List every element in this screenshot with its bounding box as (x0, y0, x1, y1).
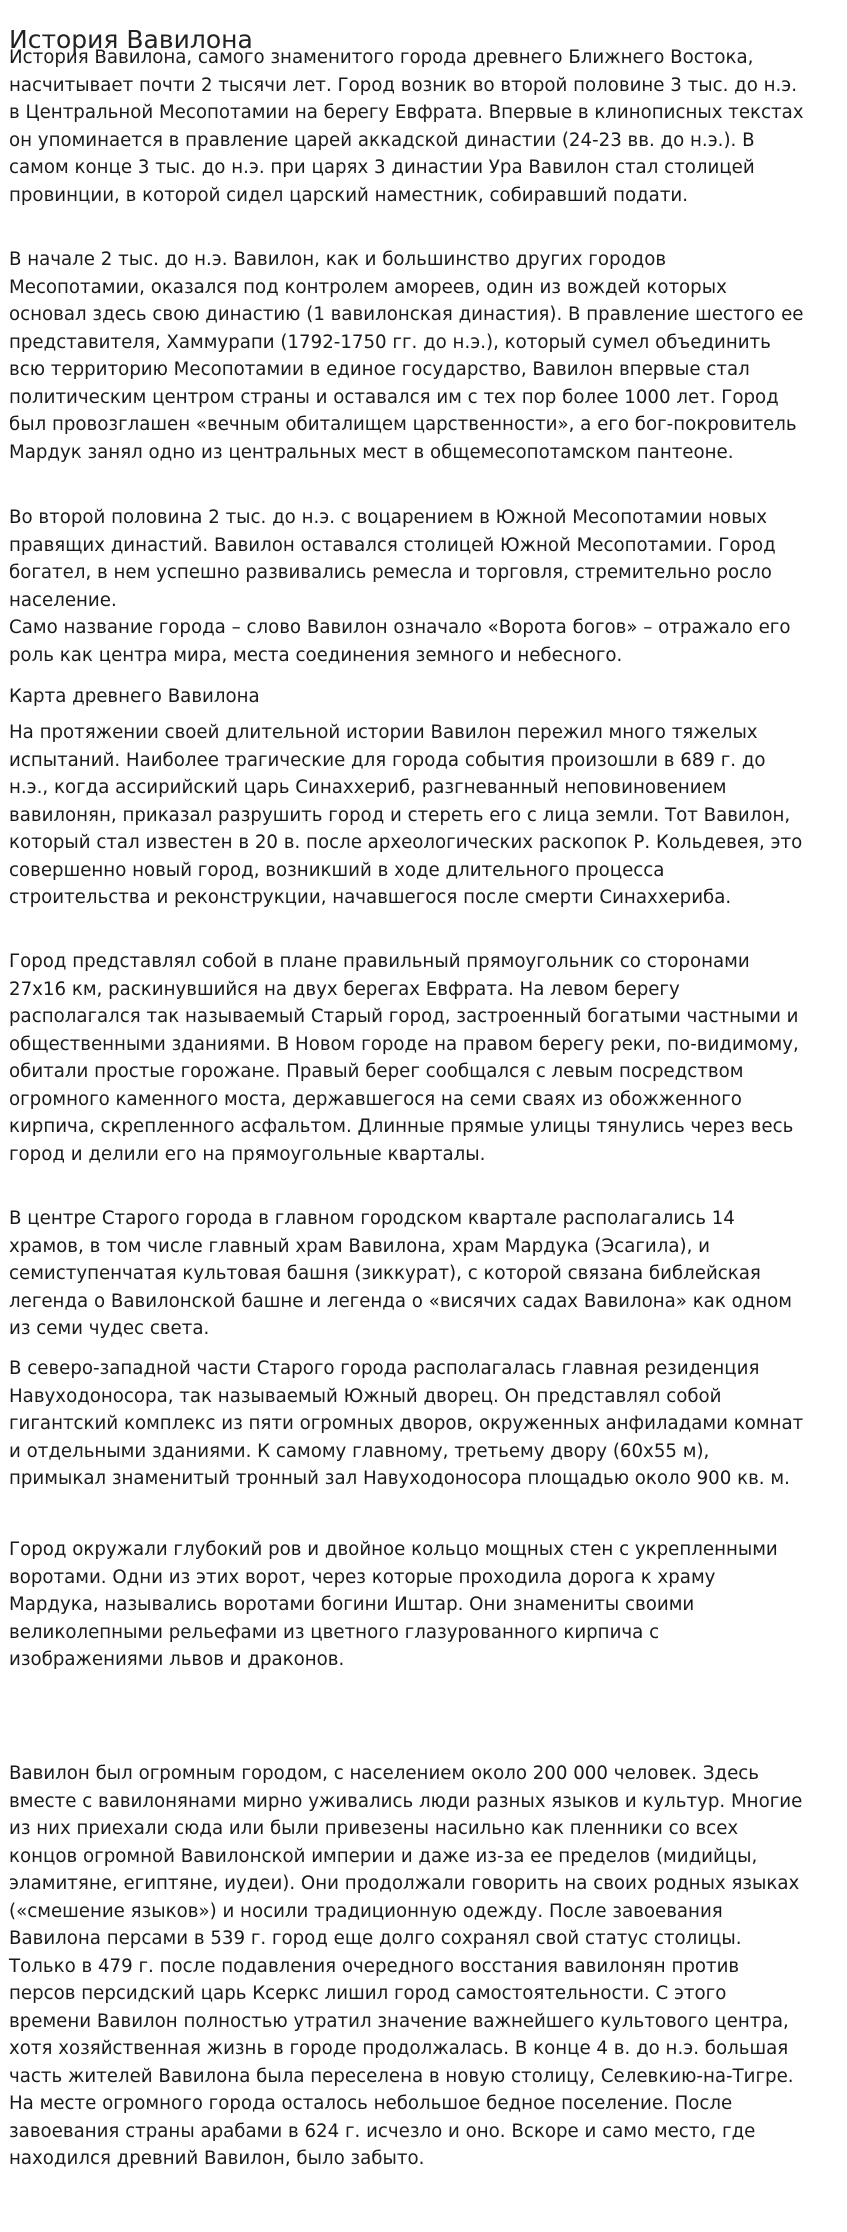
text-line: огромного каменного моста, державшегося на семи сваях из обожженного (9, 1088, 742, 1110)
text-line: В северо-западной части Старого города располагалась главная резиденция (9, 1358, 760, 1379)
text-line: Само название города – слово Вавилон означало «Ворота богов» – отражало его (9, 617, 791, 638)
text-line: завоевания страны арабами в 624 г. исчезло и оно. Вскоре и само место, где (9, 2120, 756, 2142)
text-line: находился древний Вавилон, было забыто. (9, 2148, 425, 2169)
text-line: времени Вавилон полностью утратил значение важнейшего культового центра, (9, 2010, 789, 2032)
text-line: Вавилон был огромным городом, с населением около 200 000 человек. Здесь (9, 1763, 760, 1784)
paragraph-5 (9, 948, 839, 1168)
text-line: История Вавилона, самого знаменитого города древнего Ближнего Востока, (9, 47, 754, 68)
text-line: н.э., когда ассирийский царь Синаххериб, разгневанный неповиновением (9, 777, 727, 798)
text-line: Мардук занял одно из центральных мест в общемесопотамском пантеоне. (9, 441, 734, 463)
text-line: семиступенчатая культовая башня (зиккурат), с которой связана библейская (9, 1263, 761, 1284)
text-line: На месте огромного города осталось небольшое бедное поселение. После (9, 2093, 733, 2114)
text-line: вместе с вавилонянами мирно уживались люди разных языков и культур. Многие (9, 1790, 803, 1812)
text-line: вавилонян, приказал разрушить город и стереть его с лица земли. Тот Вавилон, (9, 804, 791, 826)
text-line: правящих династий. Вавилон оставался столицей Южной Месопотамии. Город (9, 534, 776, 556)
text-line: общественными зданиями. В Новом городе на правом берегу реки, по-видимому, (9, 1033, 799, 1055)
text-line: часть жителей Вавилона была переселена в новую столицу, Селевкию-на-Тигре. (9, 2065, 794, 2087)
text-line: кирпича, скрепленного асфальтом. Длинные прямые улицы тянулись через весь (9, 1116, 794, 1137)
text-line: Мардука, назывались воротами богини Иштар. Они знамениты своими (9, 1594, 695, 1615)
paragraph-4 (9, 719, 839, 912)
text-line: в Центральной Месопотамии на берегу Евфрата. Впервые в клинописных текстах (9, 102, 804, 123)
text-line: город и делили его на прямоугольные кварталы. (9, 1143, 486, 1165)
text-line: эламитяне, египтяне, иудеи). Они продолжали говорить на своих родных языках (9, 1873, 800, 1894)
text-line: политическим центром страны и оставался им с тех пор более 1000 лет. Город (9, 386, 779, 408)
paragraph-1 (9, 44, 839, 209)
paragraph-6 (9, 1205, 839, 1343)
text-line: представителя, Хаммурапи (1792-1750 гг. до н.э.), который сумел объединить (9, 331, 771, 353)
text-line: из семи чудес света. (9, 1318, 210, 1339)
text-line: строительства и реконструкции, начавшегося после смерти Синаххериба. (9, 887, 732, 908)
text-line: изображениями львов и драконов. (9, 1649, 345, 1670)
text-line: богател, в нем успешно развивались ремесла и торговля, стремительно росло (9, 562, 772, 583)
paragraph-7 (9, 1355, 839, 1493)
text-line: и отдельными зданиями. К самому главному, третьему двору (60х55 м), (9, 1440, 710, 1462)
text-line: Город окружали глубокий ров и двойное кольцо мощных стен с укрепленными (9, 1539, 778, 1560)
text-line: Во второй половина 2 тыс. до н.э. с воцарением в Южной Месопотамии новых (9, 507, 767, 528)
text-line: Месопотамии, оказался под контролем амореев, один из вождей которых (9, 276, 727, 298)
text-line: На протяжении своей длительной истории Вавилон пережил много тяжелых (9, 722, 758, 743)
text-line: насчитывает почти 2 тысячи лет. Город возник во второй половине 3 тыс. до н.э. (9, 74, 798, 96)
text-line: располагался так называемый Старый город, застроенный богатыми частными и (9, 1006, 799, 1027)
paragraph-2 (9, 246, 839, 466)
text-line: который стал известен в 20 в. после археологических раскопок Р. Кольдевея, это (9, 832, 803, 853)
text-line: Только в 479 г. после подавления очередного восстания вавилонян против (9, 1955, 740, 1977)
text-line: всю территорию Месопотамии в единое государство, Вавилон впервые стал (9, 359, 750, 380)
text-line: персов персидский царь Ксеркс лишил город самостоятельности. С этого (9, 1983, 727, 2004)
paragraph-3 (9, 504, 839, 669)
paragraph-8 (9, 1536, 839, 1674)
text-line: совершенно новый город, возникший в ходе длительного процесса (9, 859, 665, 881)
map-caption: Карта древнего Вавилона (9, 686, 260, 707)
text-line: 27х16 км, раскинувшийся на двух берегах Евфрата. На левом берегу (9, 978, 680, 1000)
text-line: воротами. Одни из этих ворот, через которые проходила дорога к храму (9, 1566, 716, 1588)
text-line: великолепными рельефами из цветного глазурованного кирпича с (9, 1621, 660, 1643)
text-line: был провозглашен «вечным обиталищем царственности», а его бог-покровитель (9, 414, 797, 435)
text-line: самом конце 3 тыс. до н.э. при царях 3 династии Ура Вавилон стал столицей (9, 157, 755, 178)
text-line: он упоминается в правление царей аккадской династии (24-23 вв. до н.э.). В (9, 129, 755, 151)
text-line: испытаний. Наиболее трагические для города события произошли в 689 г. до (9, 749, 766, 771)
text-line: («смешение языков») и носили традиционную одежду. После завоевания (9, 1900, 723, 1922)
text-line: Навуходоносора, так называемый Южный дворец. Он представлял собой (9, 1385, 722, 1407)
text-line: храмов, в том числе главный храм Вавилона, храм Мардука (Эсагила), и (9, 1235, 710, 1257)
text-line: гигантский комплекс из пяти огромных дворов, окруженных анфиладами комнат (9, 1413, 804, 1434)
text-line: легенда о Вавилонской башне и легенда о «висячих садах Вавилона» как одном (9, 1290, 793, 1312)
text-line: основал здесь свою династию (1 вавилонская династия). В правление шестого ее (9, 304, 804, 325)
text-line: провинции, в которой сидел царский наместник, собиравший подати. (9, 184, 689, 206)
text-line: примыкал знаменитый тронный зал Навуходоносора площадью около 900 кв. м. (9, 1468, 790, 1489)
text-line: обитали простые горожане. Правый берег сообщался с левым посредством (9, 1061, 744, 1082)
text-line: население. (9, 589, 117, 611)
text-line: роль как центра мира, места соединения земного и небесного. (9, 644, 623, 666)
text-line: концов огромной Вавилонской империи и даже из-за ее пределов (мидийцы, (9, 1845, 758, 1867)
paragraph-9 (9, 1760, 839, 2173)
text-line: Вавилона персами в 539 г. город еще долго сохранял свой статус столицы. (9, 1928, 742, 1949)
text-line: В центре Старого города в главном городском квартале располагались 14 (9, 1208, 735, 1229)
text-line: хотя хозяйственная жизнь в городе продолжалась. В конце 4 в. до н.э. большая (9, 2038, 789, 2059)
text-line: из них приехали сюда или были привезены насильно как пленники со всех (9, 1818, 739, 1839)
text-line: Город представлял собой в плане правильный прямоугольник со сторонами (9, 951, 750, 972)
page-title: История Вавилона (9, 24, 253, 54)
text-line: В начале 2 тыс. до н.э. Вавилон, как и большинство других городов (9, 249, 667, 270)
